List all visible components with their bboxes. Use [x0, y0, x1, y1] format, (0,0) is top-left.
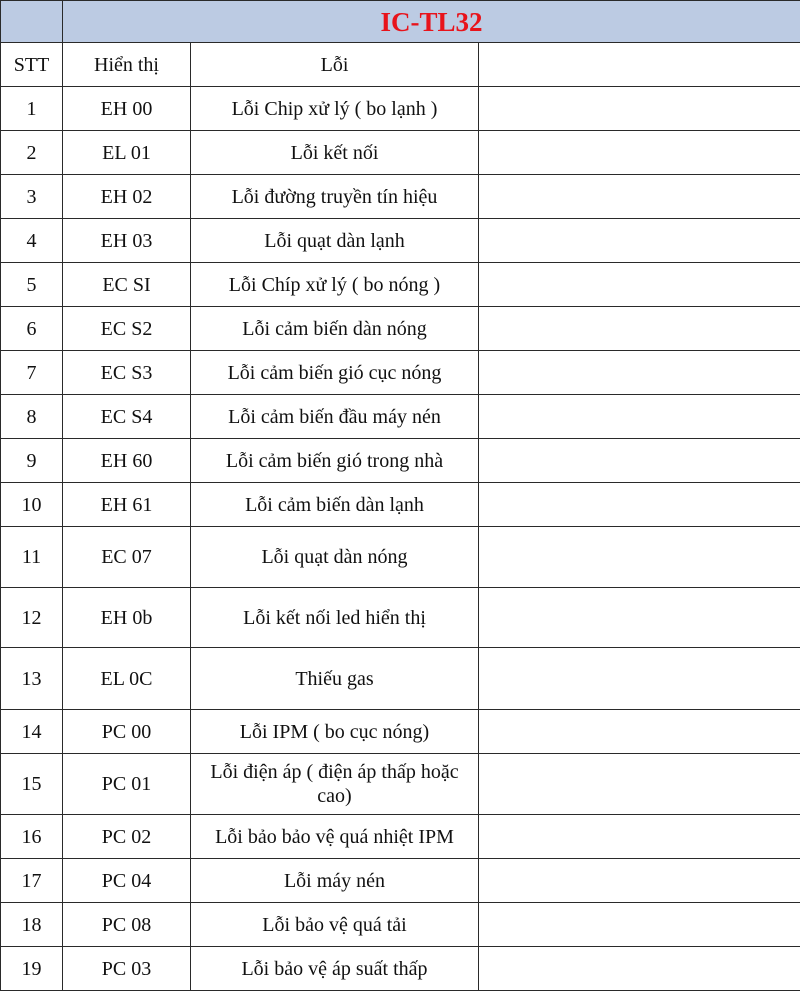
table-row	[1, 754, 800, 815]
extra-cell	[479, 439, 800, 483]
header-row	[1, 43, 800, 87]
code-cell: EC S4	[63, 395, 191, 439]
extra-cell	[479, 815, 800, 859]
error-cell: Lỗi IPM ( bo cục nóng)	[191, 710, 479, 754]
error-cell: Lỗi bảo bảo vệ quá nhiệt IPM	[191, 815, 479, 859]
code-cell: EC SI	[63, 263, 191, 307]
table-row	[1, 483, 800, 527]
table-row	[1, 307, 800, 351]
extra-cell	[479, 710, 800, 754]
code-cell: EH 00	[63, 87, 191, 131]
code-cell: EH 03	[63, 219, 191, 263]
table-row	[1, 903, 800, 947]
extra-cell	[479, 395, 800, 439]
extra-cell	[479, 219, 800, 263]
code-cell: EL 01	[63, 131, 191, 175]
extra-cell	[479, 175, 800, 219]
stt-cell: 3	[1, 175, 63, 219]
table-row	[1, 175, 800, 219]
extra-cell	[479, 859, 800, 903]
error-cell: Lỗi điện áp ( điện áp thấp hoặc cao)	[191, 754, 479, 815]
table-row	[1, 131, 800, 175]
extra-cell	[479, 754, 800, 815]
extra-cell	[479, 263, 800, 307]
header-error: Lỗi	[191, 43, 479, 87]
stt-cell: 10	[1, 483, 63, 527]
error-cell: Lỗi kết nối	[191, 131, 479, 175]
code-cell: PC 00	[63, 710, 191, 754]
extra-cell	[479, 351, 800, 395]
extra-cell	[479, 87, 800, 131]
header-extra	[479, 43, 800, 87]
title-row	[1, 1, 800, 43]
code-cell: PC 08	[63, 903, 191, 947]
table-row	[1, 815, 800, 859]
code-cell: EC 07	[63, 527, 191, 588]
code-cell: PC 03	[63, 947, 191, 991]
stt-cell: 16	[1, 815, 63, 859]
stt-cell: 2	[1, 131, 63, 175]
error-cell: Lỗi cảm biến gió cục nóng	[191, 351, 479, 395]
error-cell: Lỗi Chip xử lý ( bo lạnh )	[191, 87, 479, 131]
code-cell: EH 0b	[63, 588, 191, 648]
table-row	[1, 648, 800, 710]
table-row	[1, 87, 800, 131]
extra-cell	[479, 131, 800, 175]
header-display: Hiển thị	[63, 43, 191, 87]
table-row	[1, 859, 800, 903]
error-cell: Lỗi bảo vệ áp suất thấp	[191, 947, 479, 991]
error-cell: Lỗi cảm biến gió trong nhà	[191, 439, 479, 483]
error-cell: Lỗi bảo vệ quá tải	[191, 903, 479, 947]
stt-cell: 8	[1, 395, 63, 439]
table-row	[1, 947, 800, 991]
error-cell: Lỗi đường truyền tín hiệu	[191, 175, 479, 219]
extra-cell	[479, 648, 800, 710]
code-cell: PC 04	[63, 859, 191, 903]
code-cell: EC S2	[63, 307, 191, 351]
stt-cell: 5	[1, 263, 63, 307]
code-cell: PC 01	[63, 754, 191, 815]
table-row	[1, 219, 800, 263]
error-cell: Lỗi cảm biến dàn lạnh	[191, 483, 479, 527]
code-cell: EH 02	[63, 175, 191, 219]
extra-cell	[479, 947, 800, 991]
header-stt: STT	[1, 43, 63, 87]
extra-cell	[479, 903, 800, 947]
table-row	[1, 351, 800, 395]
title-blank-cell	[1, 1, 63, 43]
stt-cell: 4	[1, 219, 63, 263]
error-cell: Thiếu gas	[191, 648, 479, 710]
stt-cell: 12	[1, 588, 63, 648]
error-cell: Lỗi cảm biến dàn nóng	[191, 307, 479, 351]
table-row	[1, 588, 800, 648]
stt-cell: 14	[1, 710, 63, 754]
table-row	[1, 263, 800, 307]
extra-cell	[479, 307, 800, 351]
table-row	[1, 395, 800, 439]
stt-cell: 11	[1, 527, 63, 588]
table-title: IC-TL32	[63, 1, 800, 43]
code-cell: EH 61	[63, 483, 191, 527]
stt-cell: 19	[1, 947, 63, 991]
stt-cell: 15	[1, 754, 63, 815]
table-row	[1, 527, 800, 588]
stt-cell: 9	[1, 439, 63, 483]
error-cell: Lỗi máy nén	[191, 859, 479, 903]
code-cell: EL 0C	[63, 648, 191, 710]
error-cell: Lỗi kết nối led hiển thị	[191, 588, 479, 648]
extra-cell	[479, 588, 800, 648]
code-cell: EC S3	[63, 351, 191, 395]
error-cell: Lỗi quạt dàn nóng	[191, 527, 479, 588]
table-row	[1, 710, 800, 754]
stt-cell: 17	[1, 859, 63, 903]
stt-cell: 1	[1, 87, 63, 131]
stt-cell: 6	[1, 307, 63, 351]
code-cell: EH 60	[63, 439, 191, 483]
error-cell: Lỗi Chíp xử lý ( bo nóng )	[191, 263, 479, 307]
error-cell: Lỗi quạt dàn lạnh	[191, 219, 479, 263]
extra-cell	[479, 527, 800, 588]
stt-cell: 13	[1, 648, 63, 710]
stt-cell: 7	[1, 351, 63, 395]
code-cell: PC 02	[63, 815, 191, 859]
table-row	[1, 439, 800, 483]
stt-cell: 18	[1, 903, 63, 947]
extra-cell	[479, 483, 800, 527]
error-cell: Lỗi cảm biến đầu máy nén	[191, 395, 479, 439]
